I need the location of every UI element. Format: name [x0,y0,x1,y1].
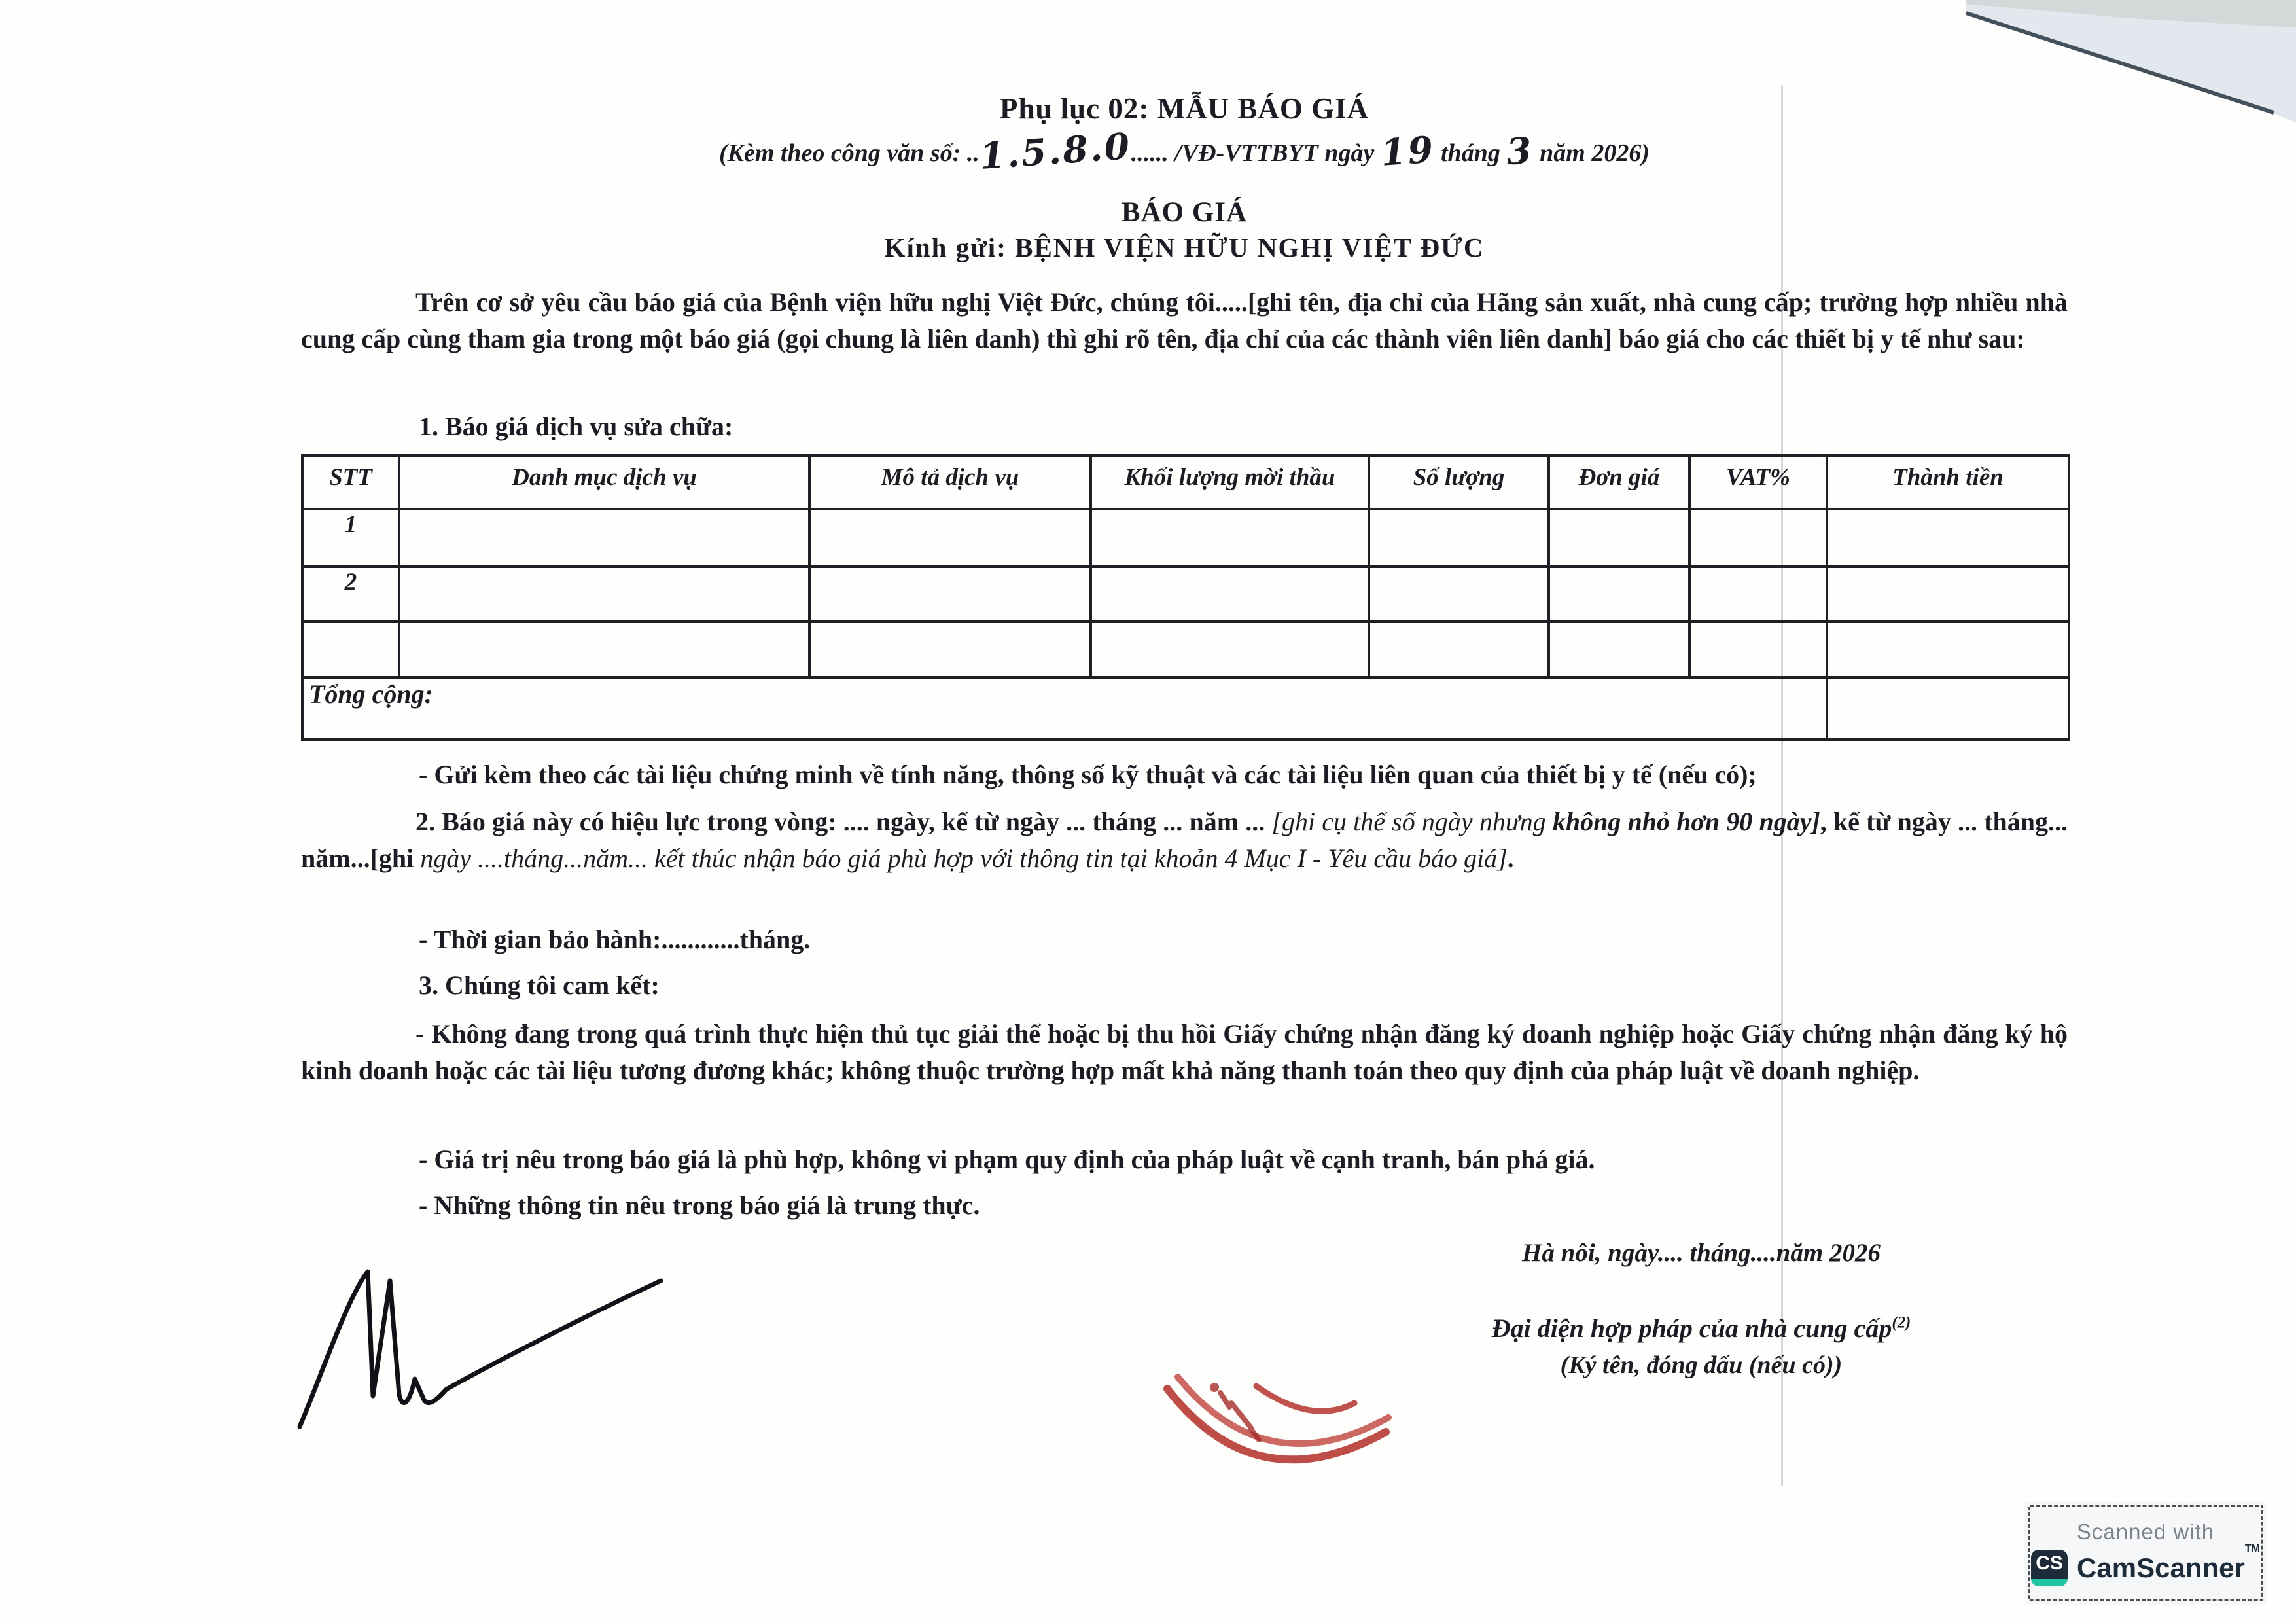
column-header-stt: STT [302,455,399,509]
column-header-so-luong: Số lượng [1369,455,1549,509]
commitment-1: - Không đang trong quá trình thực hiện thủ tục giải thể hoặc bị thu hồi Giấy chứng nhận đăng ký doanh nghiệp hoặc Giấy chứng nhận đăng ký hộ kinh doanh hoặc các tài liệu tương đương khác; không thuộc trường hợp mất khả năng thanh toán theo quy định của pháp luật về doanh nghiệp. [301,1019,2068,1085]
sign-representative: Đại diện hợp pháp của nhà cung cấp$^{(2)}$ [1491,1313,1911,1343]
table-cell [1689,622,1827,677]
table-cell-stt [302,622,399,677]
table-cell [809,567,1091,622]
table-cell [1369,622,1549,677]
camscanner-brand-row [2031,1543,2260,1586]
table-header-row [302,455,2069,509]
main-title: BÁO GIÁ [1121,197,1248,228]
section3-heading: 3. Chúng tôi cam kết: [419,971,660,1000]
table-footer-row [302,677,2069,740]
camscanner-brand-name: CamScanner™ [2077,1543,2260,1583]
red-stamp [1158,1361,1400,1492]
column-header-danh-muc: Danh mục dịch vụ [399,455,809,509]
total-label-cell: Tổng cộng: [302,677,1827,740]
column-header-vat: VAT% [1689,455,1827,509]
table-cell [1549,509,1689,567]
scanned-with-label: Scanned with [2076,1520,2215,1544]
table-cell [399,509,809,567]
table-cell [809,622,1091,677]
table-cell [399,567,809,622]
camscanner-logo-icon [2031,1550,2068,1586]
table-cell [1827,509,2069,567]
recipient-line: Kính gửi: BỆNH VIỆN HỮU NGHỊ VIỆT ĐỨC [884,232,1485,262]
note-documents: - Gửi kèm theo các tài liệu chứng minh về tính năng, thông số kỹ thuật và các tài liệu liên quan của thiết bị y tế (nếu có); [419,760,1757,789]
table-cell [1091,622,1369,677]
table-cell [1827,567,2069,622]
table-cell [1091,509,1369,567]
table-cell [809,509,1091,567]
section1-heading: 1. Báo giá dịch vụ sửa chữa: [419,412,733,441]
table-cell [1689,567,1827,622]
table-row [302,509,2069,567]
camscanner-watermark [2024,1501,2267,1605]
table-cell-stt: 2 [302,567,399,622]
commitment-3: - Những thông tin nêu trong báo giá là trung thực. [419,1190,980,1220]
camscanner-logo-letters: CS [2036,1552,2063,1574]
table-cell-stt: 1 [302,509,399,567]
trademark-symbol: TM [2244,1543,2260,1554]
column-header-mo-ta: Mô tả dịch vụ [809,455,1091,509]
warranty-line: - Thời gian bảo hành:............tháng. [419,925,811,954]
sign-place-date: Hà nôi, ngày.... tháng....năm 2026 [1522,1239,1881,1267]
commitment-2: - Giá trị nêu trong báo giá là phù hợp, không vi phạm quy định của pháp luật về cạnh tranh, bán phá giá. [419,1145,1595,1174]
quotation-table [301,454,2070,741]
quotation-table-wrap [301,454,2070,741]
signature [275,1234,680,1436]
camscanner-logo-strip [2031,1579,2068,1586]
table-row [302,567,2069,622]
sign-instruction: (Ký tên, đóng dấu (nếu có)) [1560,1351,1843,1379]
table-cell [1689,509,1827,567]
intro-paragraph: Trên cơ sở yêu cầu báo giá của Bệnh viện hữu nghị Việt Đức, chúng tôi.....[ghi tên, địa chỉ của Hãng sản xuất, nhà cung cấp; trường hợp nhiều nhà cung cấp cùng tham gia trong một báo giá (gọi chung là liên danh) thì ghi rõ tên, địa chỉ của các thành viên liên danh] báo giá cho các thiết bị y tế như sau: [301,287,2068,353]
table-cell [1827,622,2069,677]
column-header-khoi-luong: Khối lượng mời thầu [1091,455,1369,509]
table-row [302,622,2069,677]
reference-line: (Kèm theo công văn số: ..1.5.8.0...... /VĐ-VTTBYT ngày 19 tháng 3 năm 2026) [718,124,1650,178]
table-cell [1549,622,1689,677]
table-cell [1369,509,1549,567]
table-cell [1549,567,1689,622]
table-cell [1091,567,1369,622]
column-header-don-gia: Đơn giá [1549,455,1689,509]
total-amount-cell [1827,677,2069,740]
table-cell [1369,567,1549,622]
appendix-title: Phụ lục 02: MẪU BÁO GIÁ [999,92,1369,125]
camscanner-watermark-frame [2028,1505,2263,1601]
column-header-thanh-tien: Thành tiền [1827,455,2069,509]
validity-paragraph: 2. Báo giá này có hiệu lực trong vòng: .... ngày, kể từ ngày ... tháng ... năm ... [ghi cụ thể số ngày nhưng không nhỏ hơn 90 ngày], kể từ ngày ... tháng... năm...[ghi ngày ....tháng...năm... kết thúc nhận báo giá phù hợp với thông tin tại khoản 4 Mục I - Yêu cầu báo giá]. [301,807,2068,873]
table-cell [399,622,809,677]
